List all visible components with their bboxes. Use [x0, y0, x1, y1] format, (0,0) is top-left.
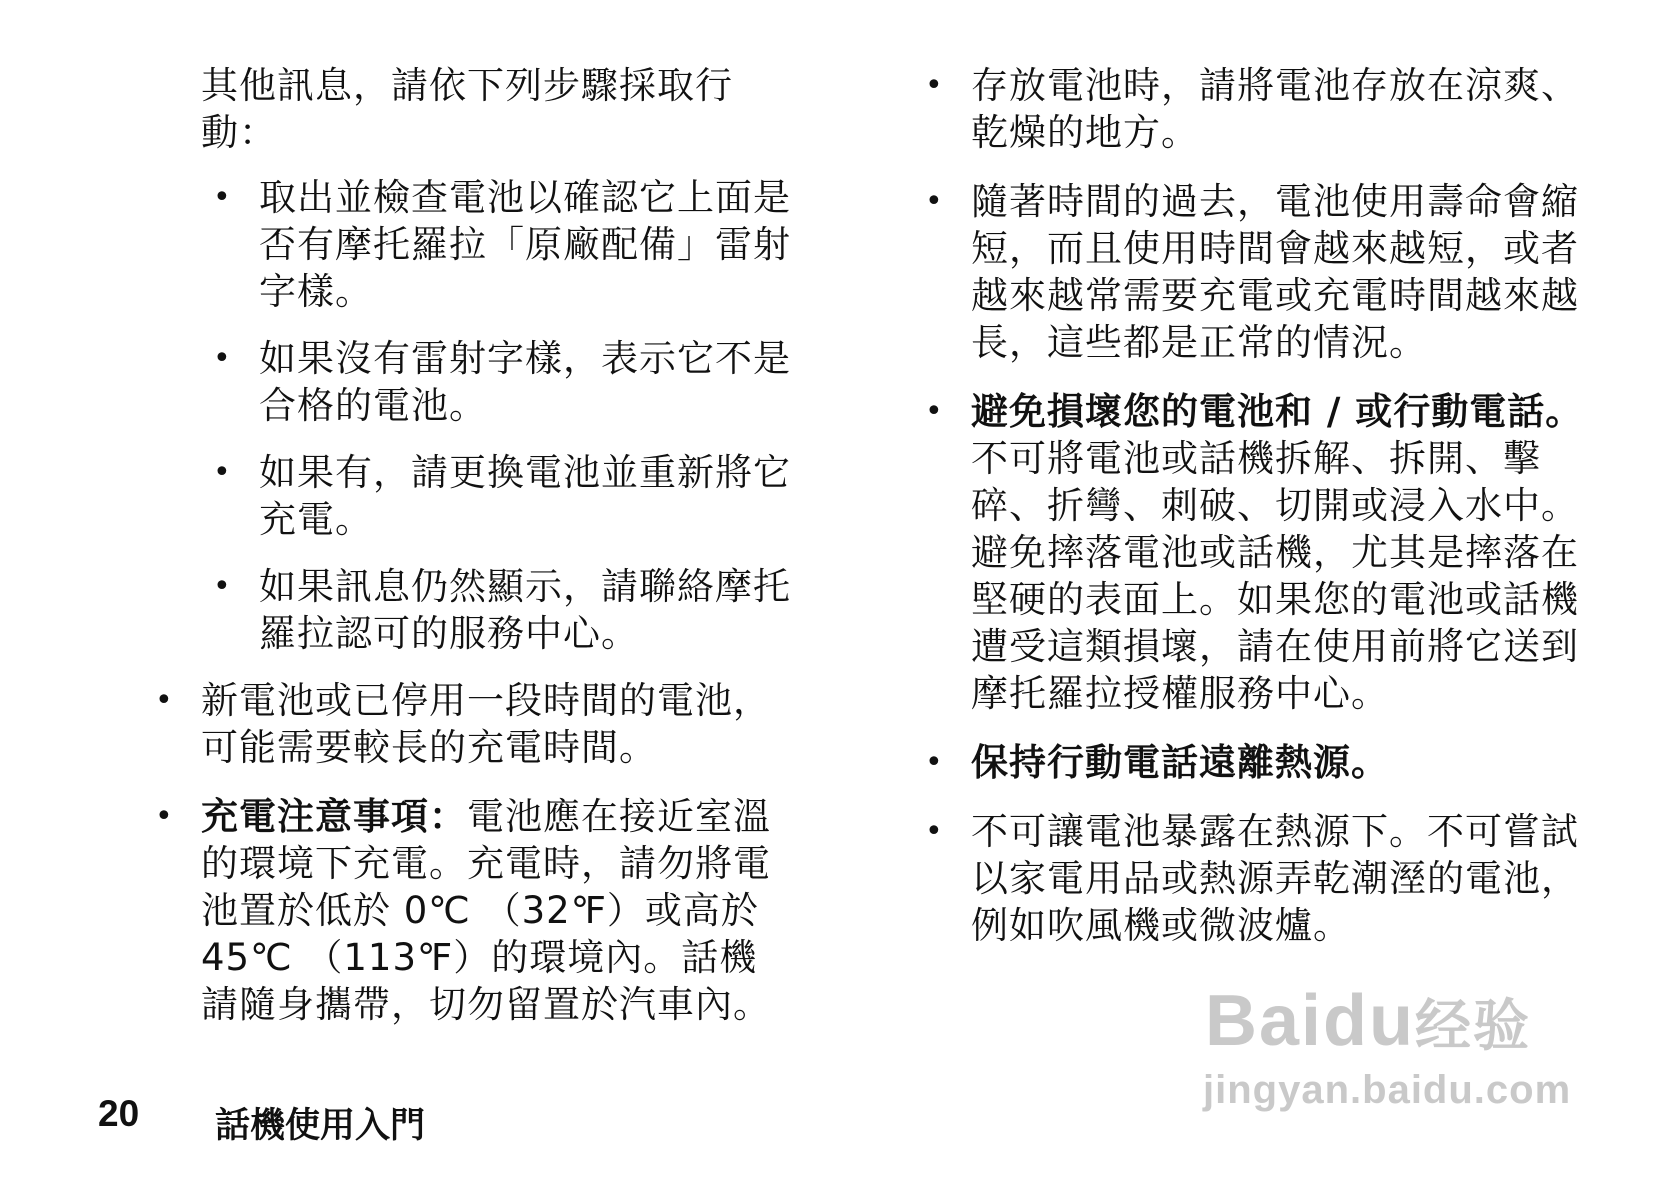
left-column — [155, 62, 795, 1050]
bullet-icon: • — [155, 683, 174, 718]
sub-bullet-text: 如果沒有雷射字樣，表示它不是合格的電池。 — [259, 337, 791, 427]
bullet-charging — [155, 793, 795, 1028]
bullet-icon: • — [155, 799, 174, 834]
bullet-storage — [925, 62, 1595, 156]
bullet-icon: • — [213, 569, 232, 604]
sub-bullet — [155, 563, 795, 657]
bullet-damage — [925, 388, 1595, 717]
intro-text: 其他訊息，請依下列步驟採取行動： — [201, 64, 733, 154]
page-number: 20 — [98, 1093, 140, 1134]
bullet-text: 保持行動電話遠離熱源。 — [971, 741, 1389, 784]
bullet-icon: • — [213, 180, 232, 215]
bullet-icon: • — [925, 745, 944, 780]
bullet-new-battery — [155, 677, 795, 771]
bullet-icon: • — [925, 394, 944, 429]
bullet-icon: • — [925, 814, 944, 849]
sub-bullet-text: 如果訊息仍然顯示，請聯絡摩托羅拉認可的服務中心。 — [259, 565, 791, 655]
bullet-text: 不可將電池或話機拆解、拆開、擊碎、折彎、刺破、切開或浸入水中。避免摔落電池或話機，尤其是摔落在堅硬的表面上。如果您的電池或話機遭受這類損壞，請在使用前將它送到摩托羅拉授權服務中心。 — [971, 437, 1579, 715]
watermark-logo — [1205, 980, 1531, 1062]
bullet-text: 新電池或已停用一段時間的電池，可能需要較長的充電時間。 — [201, 679, 771, 769]
bullet-lifespan — [925, 178, 1595, 366]
sub-bullet — [155, 174, 795, 315]
bullet-text: 存放電池時，請將電池存放在涼爽、乾燥的地方。 — [971, 64, 1579, 154]
bullet-text: 電池應在接近室溫的環境下充電。充電時，請勿將電池置於低於 0℃ （32℉）或高於 45℃ （113℉）的環境內。話機請隨身攜帶，切勿留置於汽車內。 — [201, 795, 771, 1026]
watermark-logo-cn: 经验 — [1415, 994, 1532, 1059]
watermark-url: jingyan.baidu.com — [1203, 1068, 1572, 1112]
right-column — [925, 62, 1595, 971]
bullet-icon: • — [213, 455, 232, 490]
watermark-logo-text: Bai — [1205, 981, 1324, 1061]
bullet-heading: 充電注意事項： — [201, 795, 467, 838]
bullet-icon: • — [925, 68, 944, 103]
bullet-text: 隨著時間的過去，電池使用壽命會縮短，而且使用時間會越來越短，或者越來越常需要充電或充電時間越來越長，這些都是正常的情況。 — [971, 180, 1579, 364]
watermark-logo-text-2: du — [1323, 981, 1416, 1061]
bullet-icon: • — [925, 184, 944, 219]
bullet-icon: • — [213, 341, 232, 376]
sub-bullet — [155, 335, 795, 429]
bullet-dry — [925, 808, 1595, 949]
bullet-heat — [925, 739, 1595, 786]
bullet-text: 不可讓電池暴露在熱源下。不可嘗試以家電用品或熱源弄乾潮溼的電池，例如吹風機或微波爐。 — [971, 810, 1579, 947]
sub-bullet-text: 如果有，請更換電池並重新將它充電。 — [259, 451, 791, 541]
sub-bullet — [155, 449, 795, 543]
bullet-heading: 避免損壞您的電池和 / 或行動電話。 — [971, 390, 1584, 433]
baidu-watermark — [1195, 980, 1595, 1130]
section-title: 話機使用入門 — [215, 1106, 426, 1146]
sub-bullet-text: 取出並檢查電池以確認它上面是否有摩托羅拉「原廠配備」雷射字樣。 — [259, 176, 791, 313]
